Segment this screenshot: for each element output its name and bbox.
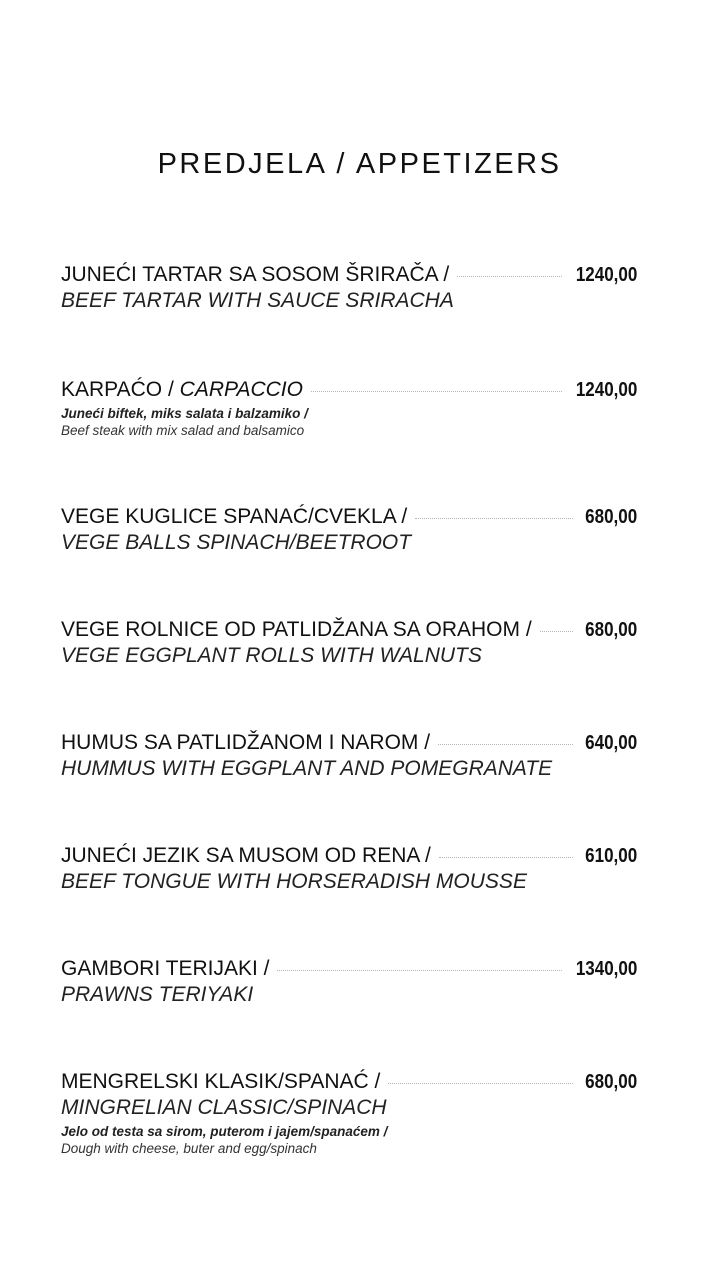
menu-item-price: 610,00 — [585, 845, 637, 867]
dot-leader — [439, 856, 573, 858]
dot-leader — [457, 275, 562, 277]
dot-leader — [540, 630, 573, 632]
menu-item-name: JUNEĆI JEZIK SA MUSOM OD RENA / — [61, 844, 431, 867]
menu-item-price: 680,00 — [585, 619, 637, 641]
menu-item-beef-tongue — [61, 844, 637, 894]
menu-item-price: 1240,00 — [575, 379, 637, 401]
menu-item-vege-rolls — [61, 618, 637, 668]
menu-item-price: 680,00 — [585, 1071, 637, 1093]
menu-item-price: 1240,00 — [575, 264, 637, 286]
menu-item-name — [61, 378, 303, 402]
menu-item-row — [61, 505, 637, 529]
menu-item-english-name: VEGE BALLS SPINACH/BEETROOT — [61, 531, 412, 554]
dot-leader — [277, 969, 561, 971]
menu-item-name: JUNEĆI TARTAR SA SOSOM ŠRIRAČA / — [61, 263, 450, 286]
menu-item-row — [61, 1070, 637, 1094]
menu-item-row — [61, 957, 637, 981]
menu-item-description: Jelo od testa sa sirom, puterom i jajem/spanaćem / — [61, 1124, 388, 1139]
menu-item-english-name: BEEF TARTAR WITH SAUCE SRIRACHA — [61, 289, 454, 312]
menu-item-description: Juneći biftek, miks salata i balzamiko / — [61, 406, 308, 421]
menu-item-row — [61, 378, 637, 402]
menu-item-row — [61, 844, 637, 868]
dot-leader — [311, 390, 562, 392]
menu-item-carpaccio — [61, 378, 637, 438]
menu-item-name: GAMBORI TERIJAKI / — [61, 957, 270, 980]
menu-item-prawns — [61, 957, 637, 1007]
menu-item-vege-balls — [61, 505, 637, 555]
menu-item-beef-tartar — [61, 263, 637, 313]
menu-item-row — [61, 731, 637, 755]
page-title: PREDJELA / APPETIZERS — [157, 148, 562, 180]
menu-item-name: MENGRELSKI KLASIK/SPANAĆ / — [61, 1070, 381, 1093]
dot-leader — [388, 1082, 572, 1084]
menu-item-english-name: VEGE EGGPLANT ROLLS WITH WALNUTS — [61, 644, 482, 667]
menu-item-price: 680,00 — [585, 506, 637, 528]
menu-item-hummus — [61, 731, 637, 781]
menu-item-price: 640,00 — [585, 732, 637, 754]
menu-item-row — [61, 618, 637, 642]
dot-leader — [438, 743, 573, 745]
menu-item-english-name: HUMMUS WITH EGGPLANT AND POMEGRANATE — [61, 757, 553, 780]
menu-item-description-english: Dough with cheese, buter and egg/spinach — [61, 1141, 317, 1156]
menu-item-english-name: PRAWNS TERIYAKI — [61, 983, 254, 1006]
menu-item-name: VEGE KUGLICE SPANAĆ/CVEKLA / — [61, 505, 408, 528]
menu-item-english-name: MINGRELIAN CLASSIC/SPINACH — [61, 1096, 387, 1119]
menu-item-name: VEGE ROLNICE OD PATLIDŽANA SA ORAHOM / — [61, 618, 532, 641]
menu-item-price: 1340,00 — [575, 958, 637, 980]
menu-item-mingrelian — [61, 1070, 637, 1156]
menu-item-english-name: CARPACCIO — [179, 378, 303, 401]
menu-item-name: HUMUS SA PATLIDŽANOM I NAROM / — [61, 731, 431, 754]
menu-item-local-name: KARPAĆO / — [61, 378, 174, 401]
menu-item-description-english: Beef steak with mix salad and balsamico — [61, 423, 305, 438]
dot-leader — [415, 517, 573, 519]
menu-item-row — [61, 263, 637, 287]
menu-item-english-name: BEEF TONGUE WITH HORSERADISH MOUSSE — [61, 870, 527, 893]
